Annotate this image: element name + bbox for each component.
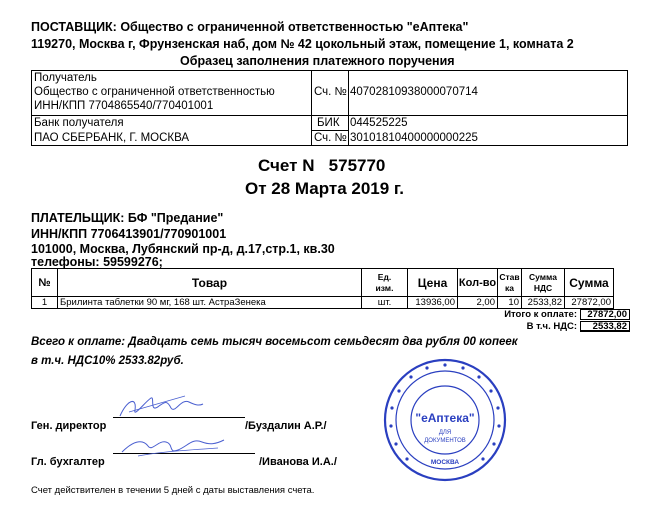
bik-number: 044525225 [350, 117, 408, 129]
col-unit-header: Ед. изм. [362, 269, 408, 297]
company-stamp [383, 358, 507, 482]
stamp-city: МОСКВА [430, 459, 460, 466]
supplier-line: ПОСТАВЩИК: Общество с ограниченной ответственностью "еАптека" [31, 20, 469, 34]
corr-account-label: Сч. № [314, 132, 347, 144]
accountant-label: Гл. бухгалтер [31, 456, 105, 468]
validity-note: Счет действителен в течении 5 дней с даты выставления счета. [31, 485, 315, 496]
invoice-date: От 28 Марта 2019 г. [245, 179, 405, 198]
payer-address: 101000, Москва, Лубянский пр-д, д.17,стр.1, кв.30 [31, 242, 335, 256]
col-num-header: № [32, 269, 58, 297]
goods-table [31, 268, 614, 309]
col-sum-header: Сумма [565, 269, 614, 297]
vat-in-words: в т.ч. НДС10% 2533.82руб. [31, 355, 184, 367]
vat-label: В т.ч. НДС: [526, 321, 577, 332]
corr-account-number: 30101810400000000225 [350, 132, 478, 144]
payer-phones: телефоны: 59599276; [31, 255, 163, 269]
payer-line: ПЛАТЕЛЬЩИК: БФ "Предание" [31, 211, 224, 225]
row-rate: 10 [498, 297, 522, 309]
vat-value: 2533,82 [580, 321, 630, 332]
col-qty-header: Кол-во [458, 269, 498, 297]
invoice-number: 575770 [328, 156, 386, 175]
total-in-words: Всего к оплате: Двадцать семь тысяч восемьсот семьдесят два рубля 00 копеек [31, 336, 518, 348]
stamp-sub2: ДОКУМЕНТОВ [424, 438, 466, 444]
invoice-title [258, 156, 385, 176]
bank-name: ПАО СБЕРБАНК, Г. МОСКВА [34, 132, 190, 144]
table-header-row [32, 269, 614, 297]
accountant-name: /Иванова И.А./ [259, 456, 337, 468]
stamp-company-name: "еАптека" [415, 411, 475, 425]
row-num: 1 [32, 297, 58, 309]
director-signature [115, 392, 205, 422]
col-vat-header: Сумма НДС [522, 269, 565, 297]
row-sum: 27872,00 [565, 297, 614, 309]
director-name: /Буздалин А.Р./ [245, 420, 327, 432]
row-price: 13936,00 [408, 297, 458, 309]
invoice-title-label: Счет N [258, 156, 315, 175]
row-vat: 2533,82 [522, 297, 565, 309]
stamp-sub1: ДЛЯ [438, 430, 452, 436]
total-value: 27872,00 [580, 309, 630, 320]
accountant-signature [118, 432, 228, 462]
col-price-header: Цена [408, 269, 458, 297]
col-rate-header: Став ка [498, 269, 522, 297]
recipient-inn-kpp: ИНН/КПП 7704865540/770401001 [34, 100, 214, 112]
total-label: Итого к оплате: [504, 309, 577, 320]
recipient-name: Общество с ограниченной ответственностью [34, 86, 275, 98]
recipient-label: Получатель [34, 72, 97, 84]
account-number: 40702810938000070714 [350, 86, 478, 98]
row-product: Брилинта таблетки 90 мг, 168 шт. АстраЗенека [58, 297, 362, 309]
sample-title: Образец заполнения платежного поручения [180, 54, 455, 68]
payer-inn-kpp: ИНН/КПП 7706413901/770901001 [31, 227, 227, 241]
col-product-header: Товар [58, 269, 362, 297]
row-qty: 2,00 [458, 297, 498, 309]
director-label: Ген. директор [31, 420, 107, 432]
row-unit: шт. [362, 297, 408, 309]
table-row [32, 297, 614, 309]
account-label: Сч. № [314, 86, 347, 98]
bank-requisites-table [31, 70, 628, 146]
bank-label: Банк получателя [34, 117, 124, 129]
supplier-address: 119270, Москва г, Фрунзенская наб, дом № 42 цокольный этаж, помещение 1, комната 2 [31, 37, 574, 51]
bik-label: БИК [317, 117, 340, 129]
